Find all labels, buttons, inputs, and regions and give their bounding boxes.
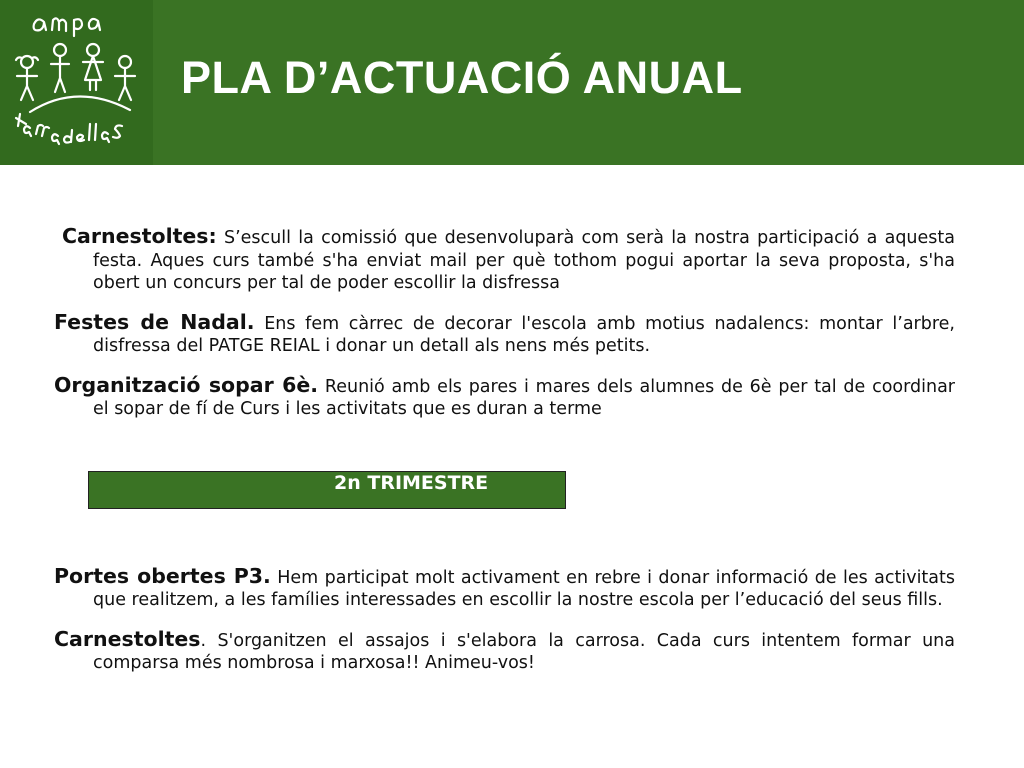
- section-banner-row: [54, 437, 955, 565]
- page-title: PLA D’ACTUACIÓ ANUAL: [181, 52, 743, 103]
- item-lead: Organització sopar 6è.: [54, 372, 319, 397]
- ampa-logo: [0, 0, 153, 165]
- content: [54, 225, 955, 691]
- item-lead: Carnestoltes:: [62, 224, 217, 248]
- item-text: S’escull la comissió que desenvoluparà com serà la nostra participació a aquesta festa. Aques curs també s'ha enviat mail per què tothom pogui aportar la seva proposta, s'ha obert un concurs per tal de poder escollir la disfressa: [93, 228, 955, 293]
- item-lead: Festes de Nadal.: [54, 309, 255, 334]
- section-banner: [88, 471, 566, 509]
- item-lead: Portes obertes P3.: [54, 563, 271, 588]
- item-sopar-6e: [54, 374, 955, 421]
- section-banner-label: 2n TRIMESTRE: [334, 471, 489, 494]
- header-bar: [0, 0, 1024, 165]
- item-festes-nadal: [54, 311, 955, 358]
- item-text: Hem participat molt activament en rebre i donar informació de les activitats que realitzem, a les famílies interessades en escollir la nostre escola per l’educació del seus fills.: [93, 567, 955, 610]
- item-lead: Carnestoltes: [54, 626, 201, 651]
- item-portes-obertes: [54, 565, 955, 612]
- item-text: Reunió amb els pares i mares dels alumnes de 6è per tal de coordinar el sopar de fí de Curs i les activitats que es duran a terme: [93, 376, 955, 419]
- item-text: Ens fem càrrec de decorar l'escola amb motius nadalencs: montar l’arbre, disfressa del PATGE REIAL i donar un detall als nens més petits.: [93, 313, 955, 356]
- item-carnestoltes-1: [54, 225, 955, 295]
- item-text: . S'organitzen el assajos i s'elabora la carrosa. Cada curs intentem formar una comparsa més nombrosa i marxosa!! Animeu-vos!: [93, 630, 955, 673]
- item-carnestoltes-2: [54, 628, 955, 675]
- ampa-logo-icon: [0, 0, 153, 165]
